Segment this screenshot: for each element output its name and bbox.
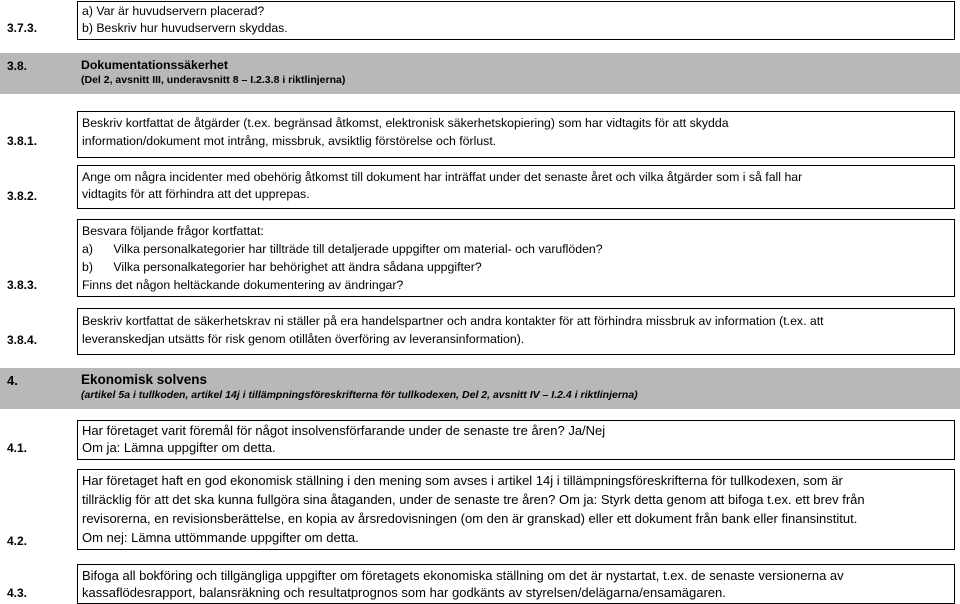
question-line: revisorerna, en revisionsberättelse, en kopia av årsredovisningen (om den är granskad) eller ett dokument från bank eller finansinstitut.	[82, 511, 858, 526]
answer-box-4-3[interactable]	[77, 564, 955, 604]
section-title: Ekonomisk solvens	[81, 372, 208, 387]
question-line: b) Beskriv hur huvudservern skyddas.	[82, 21, 288, 35]
question-line: vidtagits för att förhindra att det upprepas.	[82, 187, 310, 201]
section-header-3-8	[0, 53, 960, 94]
section-title: Dokumentationssäkerhet	[81, 58, 228, 72]
question-line: Bifoga all bokföring och tillgängliga uppgifter om företagets ekonomiska ställning om det är nystartat, t.ex. de senaste versionerna av	[82, 568, 844, 583]
question-line: Finns det någon heltäckande dokumentering av ändringar?	[82, 278, 404, 292]
question-line: b) Vilka personalkategorier har behörighet att ändra sådana uppgifter?	[82, 260, 482, 274]
section-subtitle: (Del 2, avsnitt III, underavsnitt 8 – I.2.3.8 i riktlinjerna)	[81, 74, 346, 86]
question-line: a) Var är huvudservern placerad?	[82, 4, 265, 18]
row-number: 4.1.	[7, 441, 28, 455]
section-subtitle: (artikel 5a i tullkoden, artikel 14j i tillämpningsföreskrifterna för tullkodexen, Del 2, avsnitt IV – I.2.4 i riktlinjerna)	[81, 389, 638, 401]
question-line: Ange om några incidenter med obehörig åtkomst till dokument har inträffat under det senaste året och vilka åtgärder som i så fall har	[82, 170, 803, 184]
row-number: 3.8.4.	[7, 333, 38, 347]
section-number: 3.8.	[7, 59, 28, 73]
section-header-4	[0, 368, 960, 409]
question-line: information/dokument mot intrång, missbruk, avsiktlig förstörelse och förlust.	[82, 134, 497, 148]
row-number: 3.8.3.	[7, 278, 38, 292]
answer-box-3-8-2[interactable]	[77, 165, 955, 209]
row-number: 4.2.	[7, 534, 28, 548]
question-line: Beskriv kortfattat de åtgärder (t.ex. begränsad åtkomst, elektronisk säkerhetskopiering) som har vidtagits för att skydda	[82, 116, 729, 130]
question-line: Om nej: Lämna uttömmande uppgifter om detta.	[82, 530, 359, 545]
section-number: 4.	[7, 373, 18, 388]
question-line: Har företaget haft en god ekonomisk ställning i den mening som avses i artikel 14j i tillämpningsföreskrifterna för tullkodexen, som är	[82, 473, 843, 488]
question-line: Beskriv kortfattat de säkerhetskrav ni ställer på era handelspartner och andra kontakter för att förhindra missbruk av information (t.ex. att	[82, 314, 824, 328]
row-number: 3.8.2.	[7, 189, 38, 203]
question-line: leveranskedjan utsätts för risk genom otillåten överföring av leveransinformation).	[82, 332, 525, 346]
row-number: 3.8.1.	[7, 134, 38, 148]
answer-box-3-8-1[interactable]	[77, 111, 955, 158]
question-line: tillräcklig för att det ska kunna fullgöra sina åtaganden, under de senaste tre åren? Om ja: Styrk detta genom att bifoga t.ex. ett brev från	[82, 492, 865, 507]
answer-box-3-8-3[interactable]	[77, 219, 955, 297]
question-line: a) Vilka personalkategorier har tillträde till detaljerade uppgifter om material- och varuflöden?	[82, 242, 603, 256]
answer-box-3-7-3[interactable]	[77, 1, 955, 40]
answer-box-3-8-4[interactable]	[77, 308, 955, 355]
question-line: Besvara följande frågor kortfattat:	[82, 224, 264, 238]
question-line: kassaflödesrapport, balansräkning och resultatprognos som har godkänts av styrelsen/delägarna/ensamägaren.	[82, 585, 726, 600]
question-line: Har företaget varit föremål för något insolvensförfarande under de senaste tre åren? Ja/Nej	[82, 423, 606, 438]
row-number: 3.7.3.	[7, 21, 38, 35]
answer-box-4-2[interactable]	[77, 469, 955, 550]
row-number: 4.3.	[7, 586, 28, 600]
answer-box-4-1[interactable]	[77, 420, 955, 460]
question-line: Om ja: Lämna uppgifter om detta.	[82, 440, 276, 455]
